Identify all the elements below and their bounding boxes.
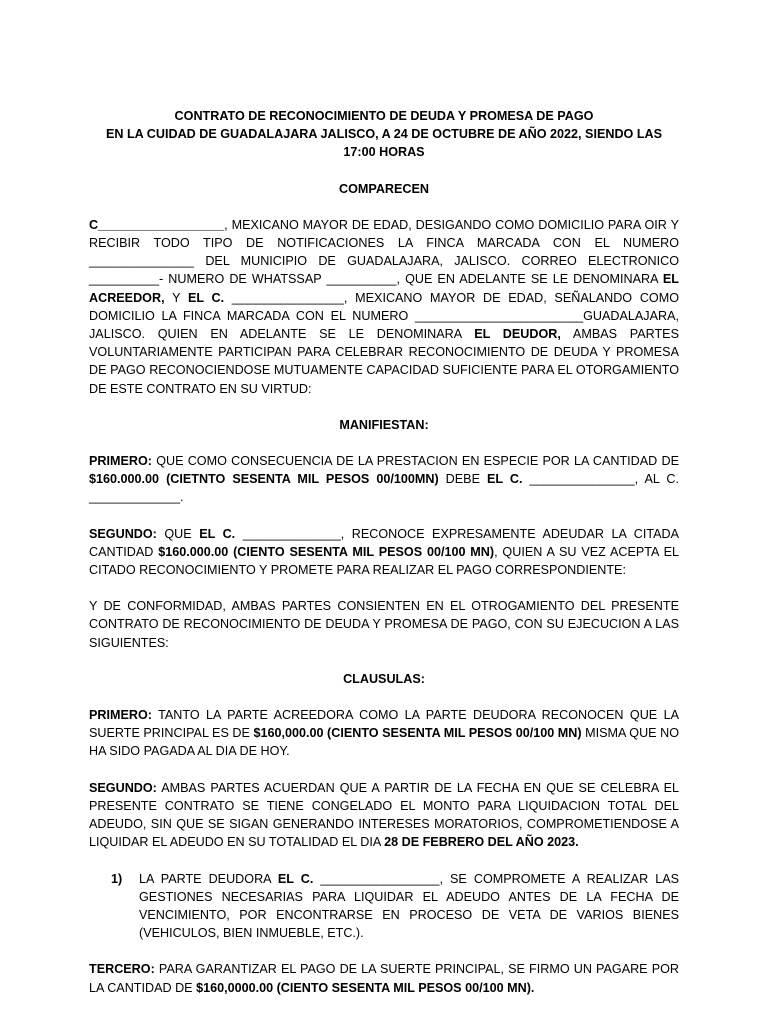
contract-subtitle: EN LA CUIDAD DE GUADALAJARA JALISCO, A 24 DE OCTUBRE DE AÑO 2022, SIENDO LAS 17:00 HORAS	[105, 127, 663, 160]
el-c-label: EL C.	[187, 290, 225, 305]
segundo-label: SEGUNDO:	[89, 780, 157, 795]
clausulas-heading: CLAUSULAS:	[343, 671, 425, 686]
segundo-label: SEGUNDO:	[89, 526, 157, 541]
contract-body	[89, 107, 679, 997]
manifiestan-heading: MANIFIESTAN:	[339, 417, 429, 432]
item-text: LA PARTE DEUDORA	[139, 871, 278, 886]
amount-text: $160,000.00 (CIENTO SESENTA MIL PESOS 00/100 MN)	[253, 726, 582, 741]
amount-text: $160.000.00 (CIETNTO SESENTA MIL PESOS 00/100MN)	[89, 472, 439, 487]
segundo-text-3: , QUIEN A SU VEZ ACEPTA EL CITADO RECONOCIMIENTO Y PROMETE PARA REALIZAR EL PAGO CORRESPONDIENTE:	[89, 544, 679, 578]
clausula-segundo-text: AMBAS PARTES ACUERDAN QUE A PARTIR DE LA FECHA EN QUE SE CELEBRA EL PRESENTE CONTRATO SE TIENE CONGELADO EL MONTO PARA LIQUIDACION TOTAL DEL ADEUDO, SIN QUE SE SIGAN GENERANDO INTERESES MORATORIOS, COMPROMETIENDOSE A LIQUIDAR EL ADEUDO EN SU TOTALIDAD EL DIA	[89, 780, 679, 850]
amount-text: $160.000.00 (CIENTO SESENTA MIL PESOS 00/100 MN)	[158, 544, 495, 559]
comparecen-heading: COMPARECEN	[338, 181, 430, 196]
numbered-item-1	[89, 870, 679, 943]
debtor-details: ________________, MEXICANO MAYOR DE EDAD, SEÑALANDO COMO DOMICILIO LA FINCA MARCADA CON EL NUMERO ________________________GUADALAJARA, JALISCO. QUIEN EN ADELANTE SE LE DENOMINARA	[89, 290, 679, 342]
clausula-primero-text-2: MISMA QUE NO HA SIDO PAGADA AL DIA DE HOY.	[89, 726, 679, 759]
primero-text-2: DEBE	[438, 472, 488, 487]
primero-text: QUE COMO CONSECUENCIA DE LA PRESTACION EN ESPECIE POR LA CANTIDAD DE	[151, 454, 679, 469]
clausula-tercero	[89, 960, 679, 996]
due-date: 28 DE FEBRERO DEL AÑO 2023.	[384, 835, 579, 850]
creditor-details: , MEXICANO MAYOR DE EDAD, DESIGANDO COMO DOMICILIO PARA OIR Y RECIBIR TODO TIPO DE NOTIFICACIONES LA FINCA MARCADA CON EL NUMERO _______________ DEL MUNICIPIO DE GUADALAJARA, JALISCO. CORREO ELECTRONICO __________- NUMERO DE WHATSSAP __________, QUE EN ADELANTE SE LE DENOMINARA	[89, 217, 679, 287]
el-c-label: EL C.	[277, 871, 314, 886]
parties-statement: AMBAS PARTES VOLUNTARIAMENTE PARTICIPAN PARA CELEBRAR RECONOCIMIENTO DE DEUDA Y PROMESA DE PAGO RECONOCIENDOSE MUTUAMENTE CAPACIDAD SUFICIENTE PARA EL OTORGAMIENTO DE ESTE CONTRATO EN SU VIRTUD:	[89, 327, 679, 396]
clausula-segundo	[89, 779, 679, 852]
deudor-term: EL DEUDOR,	[474, 327, 561, 342]
contract-title: CONTRATO DE RECONOCIMIENTO DE DEUDA Y PROMESA DE PAGO	[174, 109, 594, 123]
item-text-2: _________________, SE COMPROMETE A REALIZAR LAS GESTIONES NECESARIAS PARA LIQUIDAR EL ADEUDO ANTES DE LA FECHA DE VENCIMIENTO, POR ENCONTRARSE EN PROCESO DE VETA DE VARIOS BIENES (VEHICULOS, BIEN INMUEBLE, ETC.).	[139, 871, 679, 941]
primero-text-3: _______________, AL C. _____________.	[89, 472, 679, 505]
creditor-name-blank: C__________________	[89, 217, 225, 232]
conformidad-paragraph: Y DE CONFORMIDAD, AMBAS PARTES CONSIENTEN EN EL OTROGAMIENTO DEL PRESENTE CONTRATO DE RECONOCIMIENTO DE DEUDA Y PROMESA DE PAGO, CON SU EJECUCION A LAS SIGUIENTES:	[89, 599, 679, 650]
acreedor-term: EL ACREEDOR,	[89, 272, 679, 305]
el-c-label: EL C.	[487, 472, 523, 487]
conjunction: Y	[164, 290, 188, 305]
clausula-primero	[89, 706, 679, 761]
clausula-primero-text: TANTO LA PARTE ACREEDORA COMO LA PARTE DEUDORA RECONOCEN QUE LA SUERTE PRINCIPAL ES DE	[89, 708, 679, 741]
segundo-text: QUE	[156, 526, 200, 541]
manifiestan-primero	[89, 452, 679, 507]
manifiestan-segundo	[89, 525, 679, 580]
primero-label: PRIMERO:	[89, 454, 152, 469]
comparecen-paragraph	[89, 216, 679, 398]
clausula-tercero-text: PARA GARANTIZAR EL PAGO DE LA SUERTE PRINCIPAL, SE FIRMO UN PAGARE POR LA CANTIDAD DE	[89, 962, 679, 995]
tercero-label: TERCERO:	[89, 962, 155, 977]
amount-text: $160,0000.00 (CIENTO SESENTA MIL PESOS 00/100 MN).	[196, 980, 535, 995]
item-number: 1)	[111, 871, 123, 886]
primero-label: PRIMERO:	[89, 708, 152, 723]
segundo-text-2: ______________, RECONOCE EXPRESAMENTE ADEUDAR LA CITADA CANTIDAD	[89, 526, 680, 559]
el-c-label: EL C.	[199, 526, 236, 541]
